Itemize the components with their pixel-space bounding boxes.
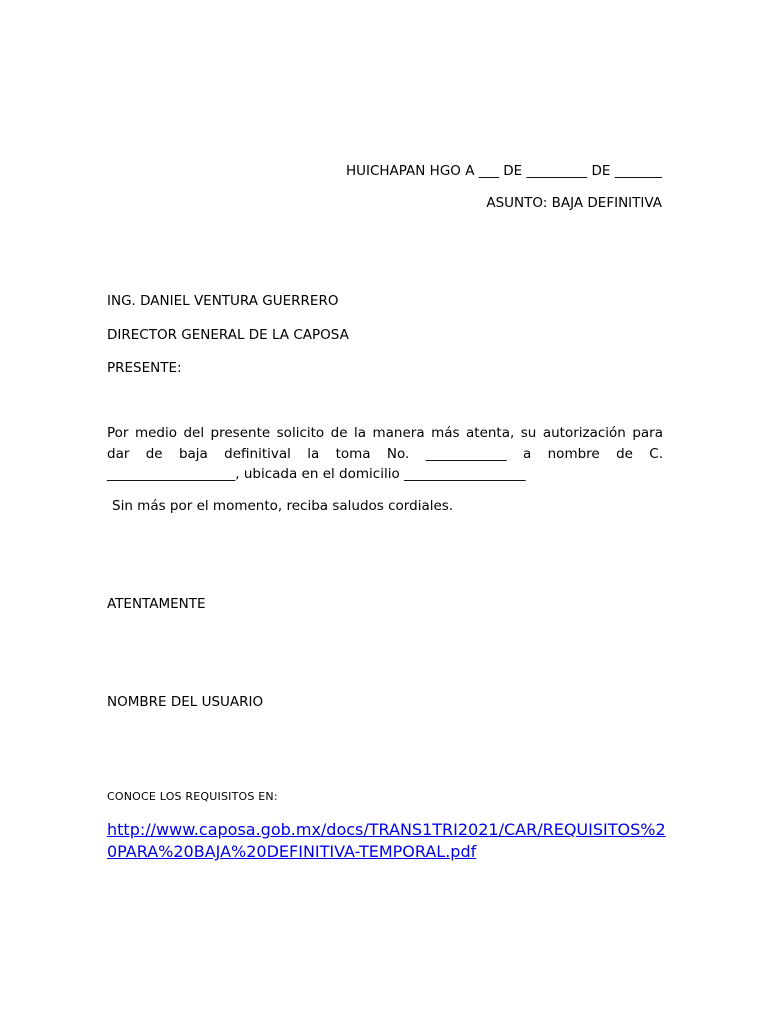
requirements-link-line-2[interactable]: 0PARA%20BAJA%20DEFINITIVA-TEMPORAL.pdf bbox=[107, 842, 477, 861]
place-date-line: HUICHAPAN HGO A ___ DE _________ DE _______ bbox=[345, 163, 662, 179]
subject-line: ASUNTO: BAJA DEFINITIVA bbox=[486, 195, 662, 211]
valediction: ATENTAMENTE bbox=[107, 596, 206, 612]
paragraph-line-2: dar de baja definitival la toma No. ____________ a nombre de C. bbox=[107, 445, 663, 462]
requirements-label: CONOCE LOS REQUISITOS EN: bbox=[107, 790, 278, 803]
user-name-placeholder: NOMBRE DEL USUARIO bbox=[107, 694, 264, 710]
closing-line: Sin más por el momento, reciba saludos cordiales. bbox=[112, 498, 454, 514]
requirements-link-line-1[interactable]: http://www.caposa.gob.mx/docs/TRANS1TRI2021/CAR/REQUISITOS%2 bbox=[107, 820, 666, 839]
greeting: PRESENTE: bbox=[107, 360, 182, 376]
recipient-title: DIRECTOR GENERAL DE LA CAPOSA bbox=[107, 327, 349, 343]
request-paragraph bbox=[107, 423, 663, 485]
recipient-name: ING. DANIEL VENTURA GUERRERO bbox=[107, 293, 339, 309]
paragraph-line-1: Por medio del presente solicito de la manera más atenta, su autorización para bbox=[107, 425, 663, 441]
paragraph-line-3: ___________________, ubicada en el domicilio __________________ bbox=[107, 466, 526, 482]
